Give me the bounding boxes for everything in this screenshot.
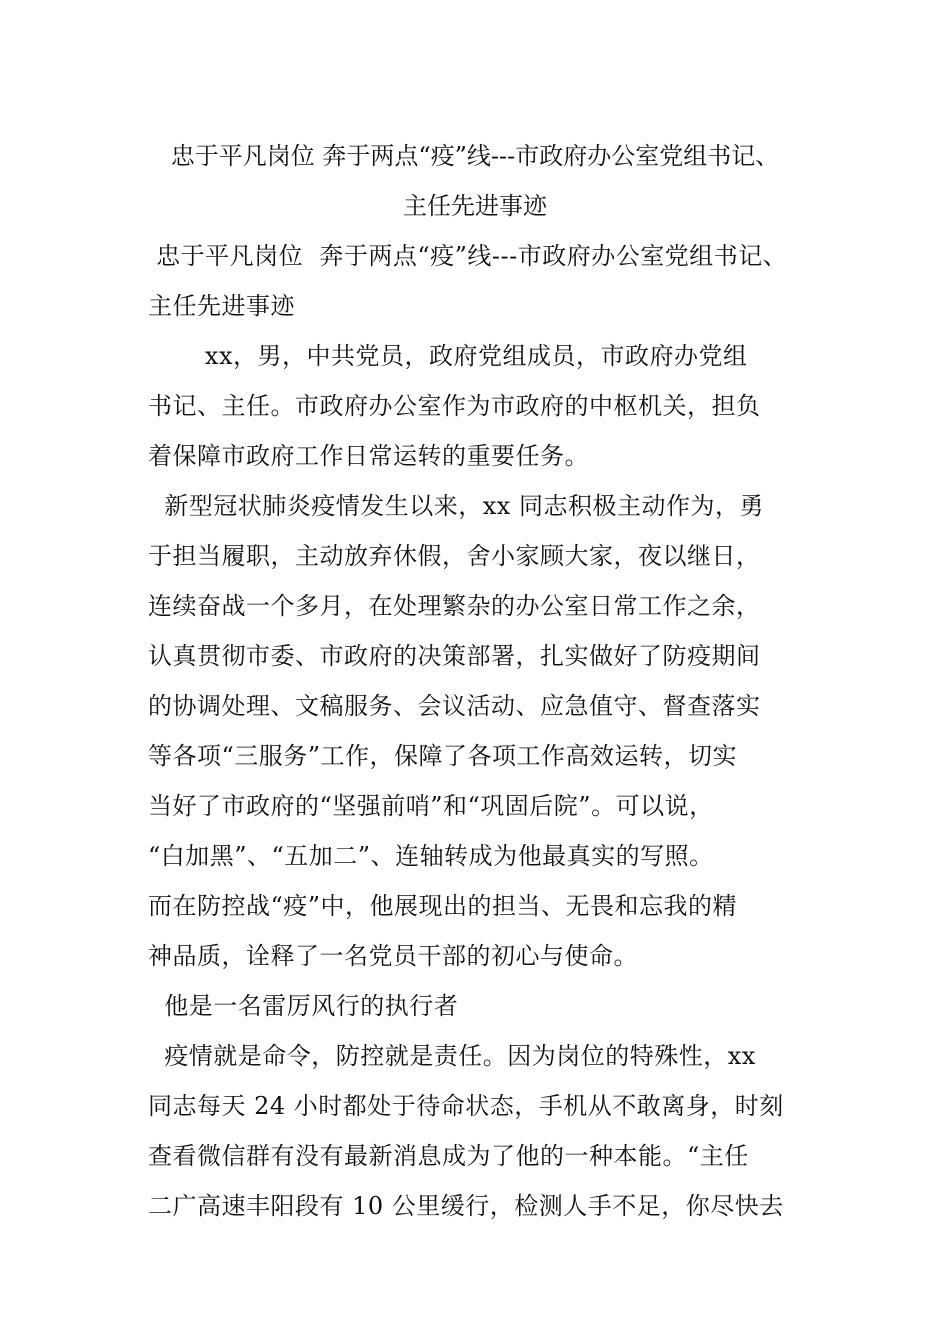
paragraph-line: 书记、主任。市政府办公室作为市政府的中枢机关，担负 [148,392,761,420]
paragraph-line: 连续奋战一个多月，在处理繁杂的办公室日常工作之余， [148,592,761,620]
document-subtitle-line-2: 主任先进事迹 [148,292,295,320]
document-subtitle-line-1: 忠于平凡岗位 奔于两点“疫”线---市政府办公室党组书记、 [148,242,788,270]
paragraph-line: 查看微信群有没有最新消息成为了他的一种本能。“主任 [148,1142,749,1170]
paragraph-line: 当好了市政府的“坚强前哨”和“巩固后院”。可以说， [148,792,714,820]
section-heading: 他是一名雷厉风行的执行者 [148,992,459,1020]
paragraph-line: 于担当履职，主动放弃休假，舍小家顾大家，夜以继日， [148,542,761,570]
paragraph-line: 新型冠状肺炎疫情发生以来，xx 同志积极主动作为，勇 [148,492,764,520]
paragraph-line: 着保障市政府工作日常运转的重要任务。 [148,442,589,470]
paragraph-line: 疫情就是命令，防控就是责任。因为岗位的特殊性，xx [148,1042,756,1070]
paragraph-line: 同志每天 24 小时都处于待命状态，手机从不敢离身，时刻 [148,1092,784,1120]
paragraph-line: 等各项“三服务”工作，保障了各项工作高效运转，切实 [148,742,738,770]
paragraph-line: 而在防控战“疫”中，他展现出的担当、无畏和忘我的精 [148,892,738,920]
paragraph-line: xx，男，中共党员，政府党组成员，市政府办党组 [148,342,748,370]
paragraph-line: 的协调处理、文稿服务、会议活动、应急值守、督查落实 [148,692,761,720]
paragraph-line: “白加黑”、“五加二”、连轴转成为他最真实的写照。 [148,842,714,870]
document-title-line-2: 主任先进事迹 [403,192,547,220]
paragraph-line: 神品质，诠释了一名党员干部的初心与使命。 [148,942,638,970]
paragraph-line: 认真贯彻市委、市政府的决策部署，扎实做好了防疫期间 [148,642,761,670]
paragraph-line: 二广高速丰阳段有 10 公里缓行，检测人手不足，你尽快去 [148,1192,784,1220]
document-title-line-1: 忠于平凡岗位 奔于两点“疫”线---市政府办公室党组书记、 [170,142,780,170]
